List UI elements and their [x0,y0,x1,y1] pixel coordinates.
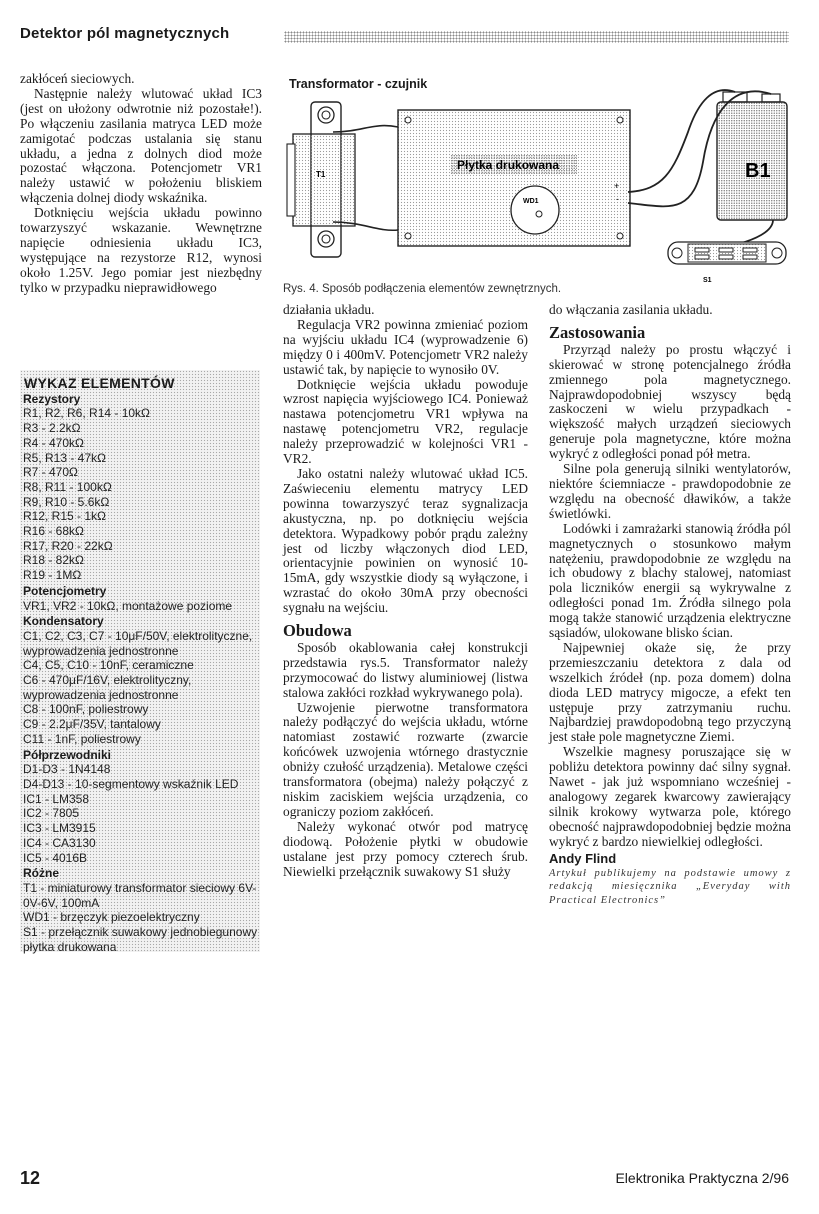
wiring-figure [283,72,791,297]
parts-category: Rezystory [23,391,81,406]
paragraph: Wszelkie magnesy poruszające się w pobliżu detektora powinny dać silny sygnał. Nawet - jak już wspomniano wcześniej - analogowy zegarek kwarcowy zawierający silnik krokowy wytwarza pole, którego obecność najprawdopodobniej będzie można wykryć z bardzo niewielkiej odległości. [549,744,791,849]
magazine-issue: Elektronika Praktyczna 2/96 [615,1170,789,1186]
parts-item: VR1, VR2 - 10kΩ, montażowe poziome [23,598,233,613]
parts-item: R7 - 470Ω [23,465,78,480]
parts-list-box [20,370,260,952]
column-1 [20,72,262,296]
wire [738,220,773,244]
parts-item: IC5 - 4016B [23,850,88,865]
parts-item: R18 - 82kΩ [23,553,84,568]
paragraph: zakłóceń sieciowych. [20,71,135,86]
figure-title: Transformator - czujnik [289,77,428,91]
parts-item: C11 - 1nF, poliestrowy [23,731,141,746]
parts-item: IC3 - LM3915 [23,821,96,836]
author: Andy Flind [549,850,617,866]
paragraph: Sposób okablowania całej konstrukcji przedstawia rys.5. Transformator należy przymocować do listwy aluminiowej (listwa stalowa zakłóci rozkład wykrywanego pola). [283,639,528,700]
parts-category: Kondensatory [23,614,104,629]
parts-item: R3 - 2.2kΩ [23,421,81,436]
switch-s1 [668,242,786,284]
paragraph: Lodówki i zamrażarki stanowią źródła pól magnetycznych o stosunkowo małym natężeniu, prawdopodobnie ze względu na ich obudowy z blachy stalowej, natomiast pola liczników energii są wykrywalne z odległości ponad 1m. Źródła silnego pola mogą także stanowić urządzenia elektryczne sąsiadów, ulokowane blisko ścian. [549,520,791,641]
paragraph: Najpewniej okaże się, że przy przemieszczaniu detektora z dala od wszelkich źródeł (np. poza domem) dolna dioda LED matrycy migocze, a efekt ten ustępuje przy zatrzymaniu ruchu. Najbardziej prawdopodobną tego przyczyną jest stałe pole magnetyczne Ziemi. [549,639,791,745]
section-heading-obudowa: Obudowa [283,621,352,641]
paragraph: Uzwojenie pierwotne transformatora należy podłączyć do wejścia układu, wtórne natomiast zostawić rozwarte (zwarcie końcówek uzwojenia wtórnego drastycznie obniży czułość urządzenia). Metalowe części transformatora (obejma) należy połączyć z niskim zaciskiem wejścia urządzenia, co ograniczy poziom zakłóceń. [283,699,528,819]
battery-b1 [717,92,787,220]
paragraph: działania układu. [283,302,375,317]
paragraph: Następnie należy wlutować układ IC3 (jest on ułożony odwrotnie niż pozostałe!). Po włączeniu zasilania matryca LED może zamigotać podczas ustalania się stanu układu, a jedna z dolnych diod może pozostać włączona. Potencjometr VR1 należy ustawić w położeniu bliskiem włączenia dolnej diody wskaźnika. [20,85,262,206]
parts-item: S1 - przełącznik suwakowy jednobiegunowy [23,925,258,940]
parts-item: R17, R20 - 22kΩ [23,538,113,553]
parts-item: IC2 - 7805 [23,806,80,821]
parts-item: R4 - 470kΩ [23,435,84,450]
parts-item: R8, R11 - 100kΩ [23,479,112,494]
parts-item: C1, C2, C3, C7 - 10μF/50V, elektrolityczne, wyprowadzenia jednostronne [23,628,253,658]
page-number: 12 [20,1168,41,1188]
running-title: Detektor pól magnetycznych [20,25,230,42]
parts-item: D4-D13 - 10-segmentowy wskaźnik LED [23,776,239,791]
label-wd1: WD1 [523,198,539,205]
section-heading-zastosowania: Zastosowania [549,322,646,342]
paragraph: Dotknięcie wejścia układu powoduje wzrost napięcia wyjściowego IC4. Ponieważ nastawa potencjometru VR1 wpływa na nastawę potencjometru VR2, regulacje należy przeprowadzić w kolejności VR1 - VR2. [283,376,528,467]
parts-item: R1, R2, R6, R14 - 10kΩ [23,406,151,421]
parts-item: C4, C5, C10 - 10nF, ceramiczne [23,658,194,673]
parts-list-title: WYKAZ ELEMENTÓW [24,375,175,391]
paragraph: Przyrząd należy po prostu włączyć i skierować w stronę potencjalnego źródła zmiennego pola magnetycznego. Najprawdopodobniej wszyscy będą zaskoczeni w wielu przypadkach - większość małych urządzeń sieciowych generuje pola magnetyczne, które można wykryć z odległości ponad pół metra. [549,341,791,462]
parts-category: Potencjometry [23,583,107,598]
header-decorative-band [284,31,789,43]
parts-item: R5, R13 - 47kΩ [23,450,107,465]
parts-item: R16 - 68kΩ [23,524,84,539]
parts-item: T1 - miniaturowy transformator sieciowy 6V-0V-6V, 100mA [23,880,257,910]
parts-item: C6 - 470μF/16V, elektrolityczny, wyprowadzenia jednostronne [23,673,192,702]
wire [333,126,398,132]
paragraph: Regulacja VR2 powinna zmieniać poziom na wyjściu układu IC4 (wyprowadzenie 6) między 0 i 400mV. Potencjometr VR2 należy ustawić tak, by napięcie to wynosiło 0V. [283,316,528,377]
parts-item: R12, R15 - 1kΩ [23,509,107,524]
transformer-t1 [287,102,355,257]
parts-category: Różne [23,866,59,881]
parts-item: C9 - 2.2μF/35V, tantalowy [23,717,161,732]
label-board: Płytka drukowana [457,158,560,172]
paragraph: Należy wykonać otwór pod matrycę diodową. Położenie płytki w obudowie ustalane jest przy pomocy czterech śrub. Niewielki przełącznik suwakowy S1 służy [283,818,528,879]
paragraph: do włączania zasilania układu. [549,302,713,317]
column-3 [549,303,791,907]
label-t1: T1 [316,170,326,179]
parts-item: D1-D3 - 1N4148 [23,762,111,777]
parts-item: płytka drukowana [23,939,117,954]
parts-item: IC1 - LM358 [23,791,90,806]
marker-plus: + [614,181,620,191]
parts-item: R19 - 1MΩ [23,568,82,583]
label-b1: B1 [745,160,771,182]
pcb-board [398,110,630,246]
paragraph: Silne pola generują silniki wentylatorów, niektóre ściemniacze - prawdopodobnie ze względu na obecność dławików, a także świetlówki. [549,461,791,521]
marker-minus: - [616,194,619,204]
parts-item: WD1 - brzęczyk piezoelektryczny [23,910,200,925]
parts-item: IC4 - CA3130 [23,835,96,850]
figure-caption: Rys. 4. Sposób podłączenia elementów zewnętrznych. [283,283,562,295]
parts-item: C8 - 100nF, poliestrowy [23,702,149,717]
label-s1: S1 [703,277,712,284]
source-note: Artykuł publikujemy na podstawie umowy z redakcją miesięcznika „Everyday with Practical Electronics” [549,867,791,906]
paragraph: Dotknięciu wejścia układu powinno towarzyszyć wskazanie. Wewnętrzne napięcie odniesienia układu IC3, występujące na rezystorze R12, wynosi około 1.25V. Jego pomiar jest niezbędny tylko w przypadku nieprawidłowego [20,205,262,295]
paragraph: Jako ostatni należy wlutować układ IC5. Zaświeceniu elementu matrycy LED powinna towarzyszyć teraz sygnalizacja akustyczna, np. po dotknięciu wejścia detektora. Wypadkowy pobór prądu zależny jest od liczby włączonych diod LED, orientacyjnie powinien on wynosić 10-15mA, gdy wszystkie diody są wyłączone, i wzrastać do około 30mA przy obecności sygnału na wejściu. [283,465,528,616]
parts-category: Półprzewodniki [23,747,112,762]
parts-item: R9, R10 - 5.6kΩ [23,494,110,509]
column-2 [283,303,528,879]
